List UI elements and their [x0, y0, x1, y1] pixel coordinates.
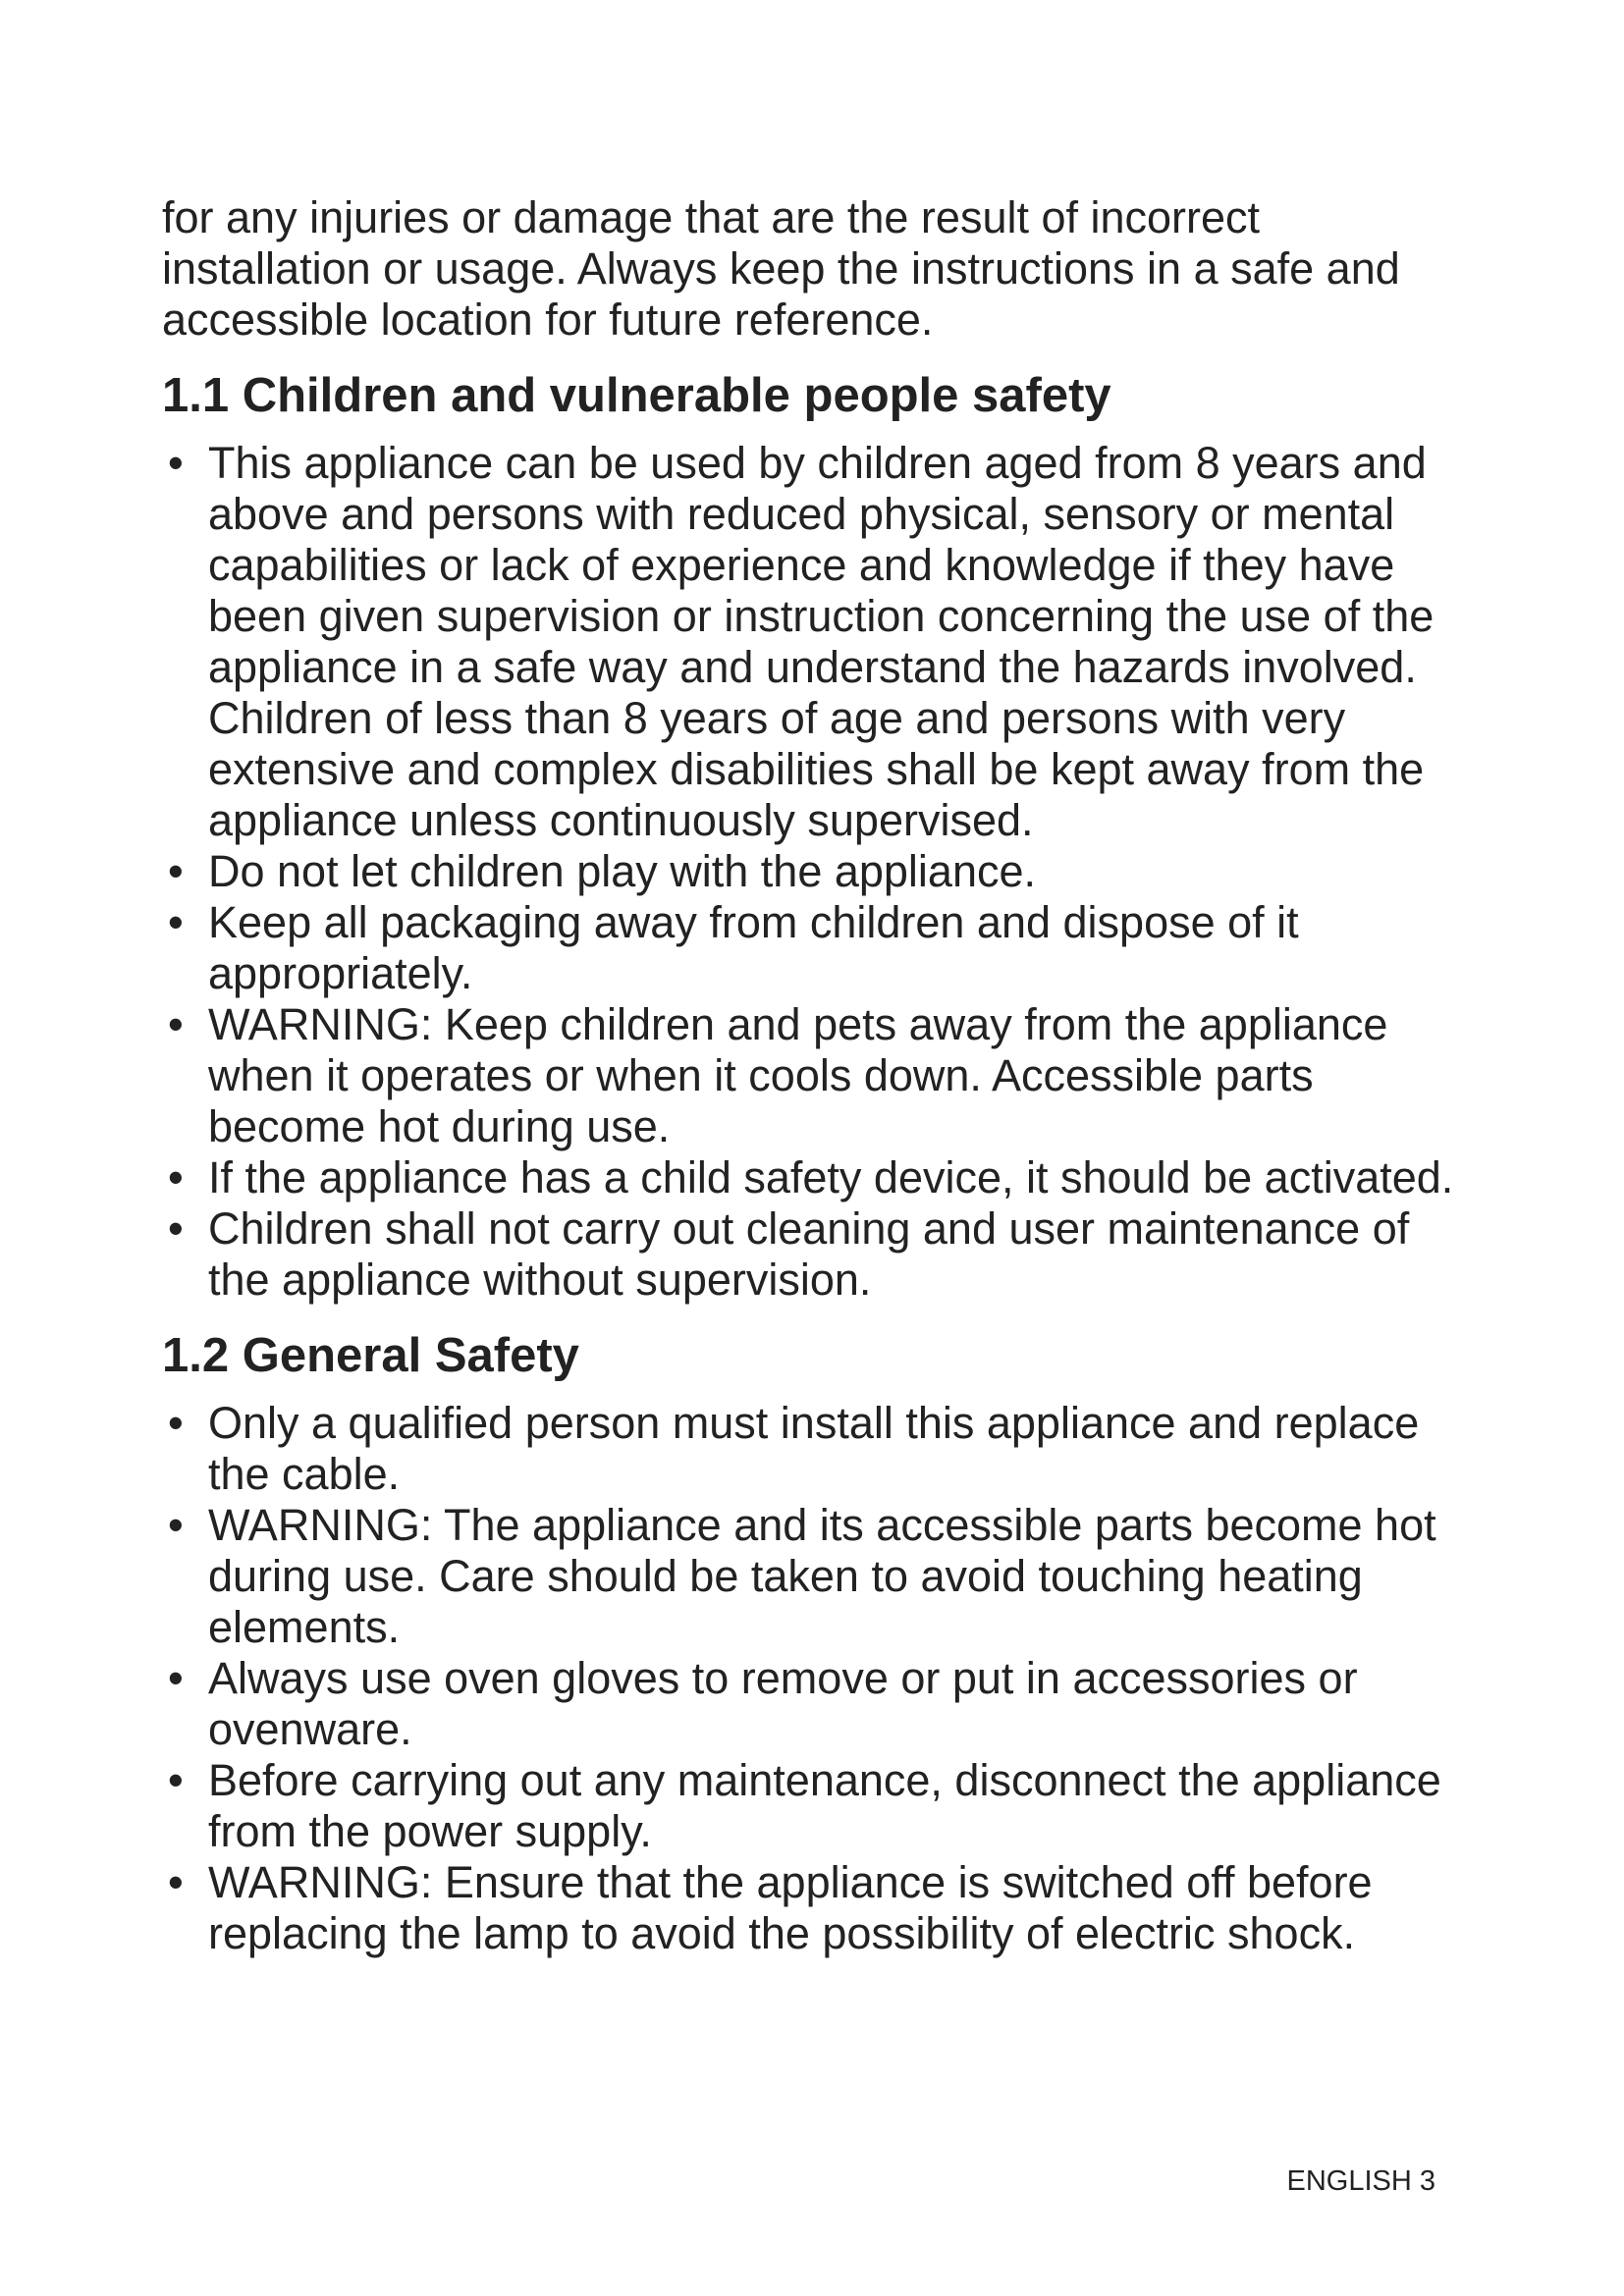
bullet-icon: • [168, 1203, 184, 1254]
intro-paragraph: for any injuries or damage that are the result of incorrect installation or usage. Always keep the instructions in a safe and accessible location for future reference. [162, 192, 1400, 345]
list-item-text: Keep all packaging away from children and dispose of it appropriately. [208, 897, 1299, 998]
list-item-text: WARNING: The appliance and its accessible parts become hot during use. Care should be taken to avoid touching heating elements. [208, 1500, 1436, 1652]
bullet-icon: • [168, 438, 184, 488]
page-footer: ENGLISH 3 [1286, 2165, 1435, 2197]
section-heading-children-safety: 1.1 Children and vulnerable people safety [162, 369, 1111, 422]
bullet-icon: • [168, 1653, 184, 1703]
section-heading-general-safety: 1.2 General Safety [162, 1329, 579, 1382]
list-item [162, 846, 1468, 897]
list-item-text: Children shall not carry out cleaning and user maintenance of the appliance without supervision. [208, 1203, 1410, 1305]
list-item [162, 897, 1468, 999]
list-item [162, 1398, 1468, 1500]
list-item-text: Do not let children play with the appliance. [208, 846, 1037, 896]
list-item [162, 1755, 1468, 1857]
children-safety-list [162, 438, 1468, 1306]
list-item [162, 999, 1468, 1152]
document-page [162, 192, 1468, 1959]
list-item [162, 1653, 1468, 1755]
bullet-icon: • [168, 897, 184, 947]
list-item-text: WARNING: Keep children and pets away from the appliance when it operates or when it cools down. Accessible parts become hot during use. [208, 999, 1388, 1151]
bullet-icon: • [168, 846, 184, 896]
list-item [162, 1152, 1468, 1203]
bullet-icon: • [168, 1857, 184, 1907]
list-item [162, 438, 1468, 846]
list-item [162, 1203, 1468, 1306]
list-item [162, 1500, 1468, 1653]
list-item-text: If the appliance has a child safety device, it should be activated. [208, 1152, 1454, 1202]
bullet-icon: • [168, 1500, 184, 1550]
bullet-icon: • [168, 999, 184, 1049]
bullet-icon: • [168, 1398, 184, 1448]
list-item [162, 1857, 1468, 1959]
list-item-text: Only a qualified person must install this appliance and replace the cable. [208, 1398, 1420, 1499]
bullet-icon: • [168, 1152, 184, 1202]
list-item-text: This appliance can be used by children aged from 8 years and above and persons with reduced physical, sensory or mental capabilities or lack of experience and knowledge if they have been given supervision or instruction concerning the use of the appliance in a safe way and understand the hazards involved. Children of less than 8 years of age and persons with very extensive and complex disabilities shall be kept away from the appliance unless continuously supervised. [208, 438, 1435, 845]
list-item-text: Always use oven gloves to remove or put in accessories or ovenware. [208, 1653, 1358, 1754]
bullet-icon: • [168, 1755, 184, 1805]
list-item-text: Before carrying out any maintenance, disconnect the appliance from the power supply. [208, 1755, 1441, 1856]
general-safety-list [162, 1398, 1468, 1959]
list-item-text: WARNING: Ensure that the appliance is switched off before replacing the lamp to avoid the possibility of electric shock. [208, 1857, 1373, 1958]
